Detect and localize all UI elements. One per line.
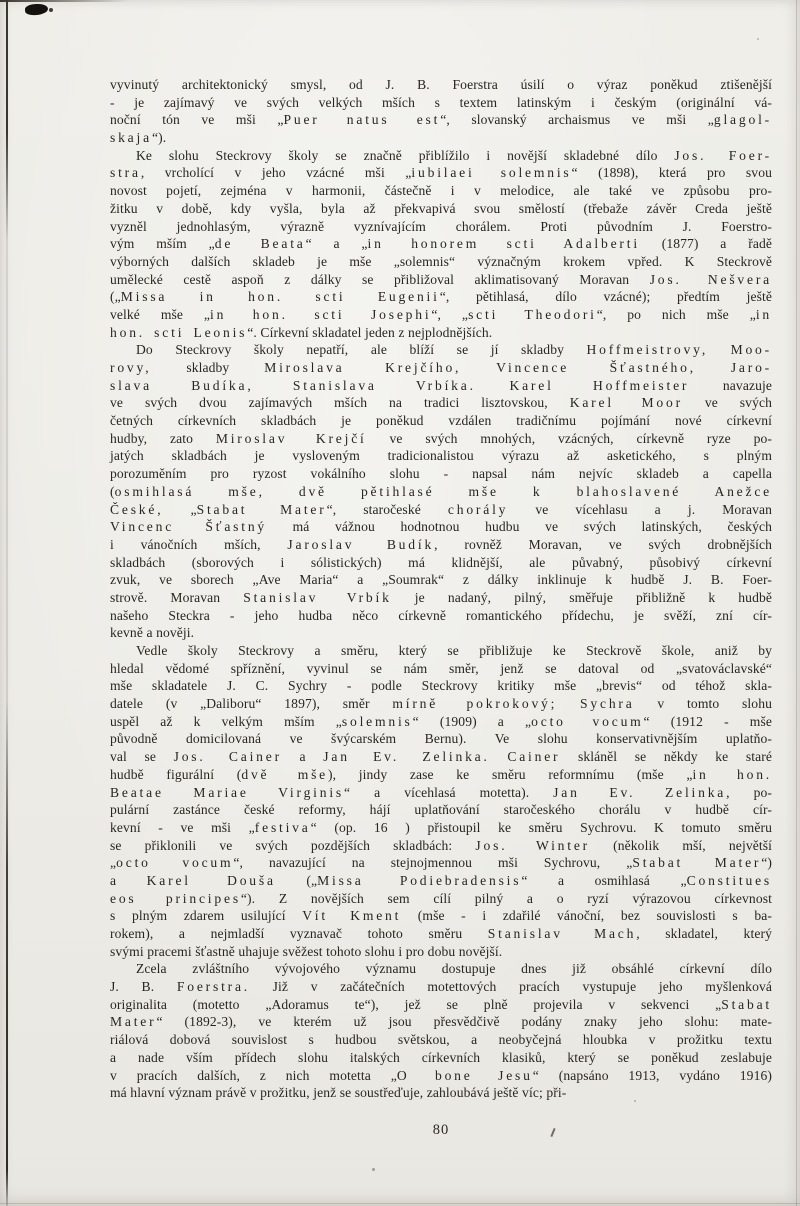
text-segment: “, navazující na stejnojmennou mši Sychrovu, „: [233, 855, 633, 871]
scan-edge-left-line: [6, 0, 8, 1206]
letterspaced-name: Jos. Nešvera: [649, 271, 772, 287]
text-segment: [461, 360, 496, 375]
text-line: [110, 1049, 772, 1067]
text-segment: val se: [110, 749, 174, 765]
text-segment: [476, 378, 510, 393]
text-segment: „: [163, 501, 197, 517]
letterspaced-name: České,: [110, 501, 164, 517]
text-segment: , rovněž Moravan, ve svých drobnějších: [434, 536, 772, 552]
text-line: [110, 890, 772, 908]
letterspaced-name: iubilaei solemnis: [411, 165, 572, 181]
letterspaced-name: octo vocum: [116, 855, 234, 871]
letterspaced-name: glagol-: [713, 112, 772, 128]
text-segment: se přiklonili ve svých pozdějších skladbách:: [110, 837, 476, 853]
text-line: [110, 94, 772, 112]
text-line: [110, 465, 772, 483]
text-segment: „: [110, 855, 117, 871]
text-segment: “ (op. 16 ) přistoupil ke směru Sychrovu. K tomuto směru: [310, 819, 772, 835]
letterspaced-name: festiva: [254, 819, 311, 835]
text-segment: mše skladatele J. C. Sychry - podle Steckrovy kritiky mše „brevis“ od téhož skla-: [110, 678, 772, 694]
text-block: [110, 76, 772, 1102]
text-segment: riálová dobová souvislost s hudbou světskou, a neobyčejná hloubka v prožitku textu: [110, 1032, 772, 1048]
text-segment: “ (1898), která pro svou: [571, 165, 772, 181]
text-line: [110, 377, 772, 395]
text-segment: v pracích dalších, z nich motetta „: [110, 1067, 397, 1083]
text-segment: svými pracemi šťastně uhajuje svěžest tohoto slohu i pro dobu novější.: [110, 943, 503, 959]
text-segment: kevně a nověji.: [110, 625, 195, 641]
text-line: [110, 218, 772, 236]
text-line: [110, 235, 772, 253]
text-segment: hudby, zato: [110, 430, 216, 446]
scan-speck: [372, 1168, 375, 1171]
text-line: [110, 713, 772, 731]
text-segment: i vánočních mších,: [110, 536, 288, 552]
text-segment: zvuk, ve sborech „Ave Maria“ a „Soumrak“ z dálky inklinuje k hudbě J. B. Foer-: [110, 572, 772, 588]
text-segment: J. B.: [110, 979, 177, 995]
text-segment: Do Steckrovy školy nepatří, ale blíží se jí skladby: [136, 342, 587, 358]
text-line: [110, 324, 772, 342]
text-line: [110, 200, 772, 218]
letterspaced-name: Vincenc Šťastný: [110, 519, 268, 535]
scan-edge-right-line: [796, 0, 797, 1206]
text-segment: - je zajímavý ve svých velkých mších s textem latinským i českým (originální vá-: [110, 94, 772, 110]
text-segment: („: [275, 872, 318, 888]
text-segment: jatých skladbách je vysloveným tradicionalistou výrazu až asketického, s plným: [110, 448, 772, 464]
text-line: [110, 589, 772, 607]
letterspaced-name: in hon. scti Josephi: [210, 306, 432, 322]
text-line: [110, 784, 772, 802]
page-number: 80: [432, 1122, 450, 1138]
text-line: [110, 253, 772, 271]
letterspaced-name: stra: [110, 165, 141, 181]
text-segment: [490, 749, 508, 764]
scan-edge-bottom-line: [0, 1203, 800, 1204]
text-line: [110, 960, 772, 978]
text-segment: navazuje: [689, 377, 773, 393]
text-line: [110, 730, 772, 748]
text-segment: strově. Moravan: [110, 589, 244, 605]
text-segment: noční tón ve mši „: [110, 112, 284, 128]
text-line: [110, 536, 772, 554]
text-segment: “): [761, 855, 772, 871]
text-segment: “ a „: [305, 236, 368, 252]
letterspaced-name: O bone Jesu: [396, 1067, 533, 1083]
letterspaced-name: dvě mše: [241, 766, 329, 782]
text-segment: [708, 342, 731, 357]
text-line: [110, 359, 772, 377]
text-line: [110, 129, 772, 147]
text-line: [110, 554, 772, 572]
letterspaced-name: in hon.: [692, 766, 772, 782]
letterspaced-name: Beatae Mariae Virginis: [110, 784, 345, 800]
text-segment: a: [281, 749, 324, 765]
text-segment: ve svých dvou zajímavých mších na tradici lisztovskou,: [110, 395, 570, 411]
text-segment: umělecké cestě aspoň z dálky se přibližoval aklimatisovaný Moravan: [110, 271, 650, 287]
text-segment: “ (1892-3), ve kterém už jsou přesvědčivě podány znaky jeho slohu: mate-: [156, 1014, 772, 1030]
text-segment: “ a vícehlasá motetta).: [344, 784, 554, 800]
letterspaced-name: Foerstra.: [176, 979, 251, 995]
text-line: [110, 518, 772, 536]
text-segment: (: [110, 483, 115, 499]
text-segment: “, staročeské: [326, 501, 448, 517]
text-line: [110, 182, 772, 200]
text-segment: (několik mší, největší: [589, 837, 772, 853]
text-segment: ve vícehlasu a j. Moravan: [508, 501, 773, 517]
text-line: [110, 695, 772, 713]
letterspaced-name: Miroslava Krejčího,: [264, 360, 462, 375]
text-segment: Již v začátečních motettových pracích vystupuje jeho myšlenková: [250, 979, 772, 995]
text-line: [110, 447, 772, 465]
letterspaced-name: Stanislav Mach: [487, 926, 637, 941]
text-line: [110, 164, 772, 182]
text-segment: původně domicilovaná ve švýcarském Bernu). Ve slohu konservativnějším uplatňo-: [110, 731, 772, 747]
letterspaced-name: Karel Douša: [146, 872, 276, 888]
text-line: [110, 642, 772, 660]
letterspaced-name: Mater: [110, 1014, 157, 1030]
text-line: [110, 430, 772, 448]
text-line: [110, 341, 772, 359]
text-segment: četných církevních skladbách je poněkud vzdálen tradičnímu pojímání nové církevní: [110, 413, 772, 429]
text-line: [110, 501, 772, 519]
text-segment: “). Z novějších sem cílí pilný a o ryzí výrazovou církevnost: [240, 890, 772, 906]
text-segment: “ a osmihlasá „: [521, 872, 687, 888]
text-segment: “. Církevní skladatel jeden z nejplodnějších.: [247, 324, 493, 340]
letterspaced-name: Karel Moor: [569, 395, 683, 411]
letterspaced-name: Jan Ev. Zelinka: [553, 784, 727, 800]
text-segment: má hlavní význam právě v prožitku, jenž se soustřeďuje, zahloubává ještě víc; při-: [110, 1085, 567, 1101]
text-line: [110, 766, 772, 784]
text-line: [110, 1031, 772, 1049]
text-segment: “, pětihlasá, dílo vzácné); předtím ještě: [439, 289, 772, 305]
text-segment: a nade vším přídech slohu italských církevních klasiků, který se poněkud zeslabuje: [110, 1049, 772, 1065]
text-segment: [557, 696, 580, 711]
text-line: [110, 147, 772, 165]
letterspaced-name: in honorem scti Adalberti: [367, 236, 640, 252]
text-line: [110, 748, 772, 766]
text-segment: s plným zdarem usilující: [110, 908, 303, 924]
letterspaced-name: mírně pokrokový;: [392, 696, 558, 712]
letterspaced-name: octo vocum: [531, 713, 644, 729]
text-segment: skladby: [151, 360, 265, 375]
text-segment: “, „: [431, 306, 469, 322]
letterspaced-name: Miroslav Krejčí: [215, 430, 367, 446]
text-segment: („: [110, 289, 121, 305]
text-segment: (1877) a řadě: [639, 236, 772, 252]
text-line: [110, 996, 772, 1014]
letterspaced-name: rovy,: [110, 360, 152, 375]
text-segment: kevní - ve mši „: [110, 819, 255, 835]
text-segment: velké mše „: [110, 306, 211, 322]
text-segment: “).: [151, 130, 167, 146]
text-line: [110, 306, 772, 324]
letterspaced-name: Missa in hon. scti Eugenii: [120, 289, 440, 305]
text-segment: “ (1912 - mše: [643, 713, 772, 729]
letterspaced-name: scti Theodori: [468, 306, 597, 322]
text-segment: rokem), a nejmladší vyznavač tohoto směru: [110, 926, 488, 941]
text-segment: Vedle školy Steckrovy a směru, který se přibližuje ke Steckrově škole, aniž by: [136, 643, 772, 658]
text-line: [110, 111, 772, 129]
letterspaced-name: slava Budíka, Stanislava Vrbíka.: [110, 377, 476, 393]
text-line: [110, 677, 772, 695]
text-line: [110, 943, 772, 961]
text-line: [110, 837, 772, 855]
letterspaced-name: Vít Kment: [302, 908, 402, 924]
text-segment: porozuměním pro ryzost vokálního slohu - napsal nám nejvíc skladeb a capella: [110, 466, 772, 482]
letterspaced-name: in: [755, 306, 773, 322]
text-line: [110, 854, 772, 872]
text-segment: je nadaný, pilný, směřuje přibližně k hudbě: [391, 589, 772, 605]
text-segment: našeho Steckra - jeho hudba něco církevně romantického přídechu, je svěží, zní cír-: [110, 607, 772, 623]
letterspaced-name: Jos. Cainer: [173, 749, 282, 765]
scan-speck: [757, 38, 759, 40]
text-segment: datele (v „Daliboru“ 1897), směr: [110, 696, 393, 712]
text-line: [110, 483, 772, 501]
text-segment: vyzněl jednohlasým, výrazně vyznívajícím chorálem. Proti původním J. Foerstro-: [110, 218, 772, 234]
letterspaced-name: Stabat Mater: [196, 501, 327, 517]
text-segment: hudbě figurální (: [110, 766, 242, 782]
text-segment: “, po nich mše „: [596, 306, 756, 322]
text-segment: má vážnou hodnotnou hudbu ve svých latinských, českých: [267, 519, 772, 535]
text-segment: novost pojetí, zejména v harmonii, částečně i v melodice, ale také ve způsobu pro-: [110, 183, 772, 199]
text-line: [110, 978, 772, 996]
text-segment: Ke slohu Steckrovy školy se značně přiblížilo i novější skladebné dílo: [136, 147, 675, 163]
text-line: [110, 412, 772, 430]
text-line: [110, 1084, 772, 1102]
text-segment: hledal vědomé spříznění, vyvinul se nám směr, jenž se datoval od „svatováclavské“: [110, 660, 772, 676]
letterspaced-name: Hoffmeistrovy,: [586, 342, 709, 358]
text-line: [110, 571, 772, 589]
letterspaced-name: Constitues: [686, 872, 773, 888]
text-segment: uspěl až k velkým mším „: [110, 713, 342, 729]
letterspaced-name: solemnis: [341, 713, 413, 729]
text-line: [110, 925, 772, 943]
text-segment: “ (napsáno 1913, vydáno 1916): [532, 1067, 773, 1083]
text-segment: , skladatel, který: [636, 926, 772, 941]
letterspaced-name: Missa Podiebradensis: [317, 872, 522, 888]
text-line: [110, 872, 772, 890]
text-segment: “, slovanský archaismus ve mši „: [440, 112, 714, 128]
text-line: [110, 819, 772, 837]
letterspaced-name: hon. scti Leonis: [110, 324, 248, 340]
letterspaced-name: skaja: [110, 130, 152, 146]
letterspaced-name: Moo-: [730, 342, 772, 358]
letterspaced-name: Puer natus est: [283, 112, 441, 128]
ink-speck-artifact: [49, 8, 53, 12]
text-segment: ), jindy zase ke směru reformnímu (mše „: [328, 766, 693, 782]
letterspaced-name: Jan Ev. Zelinka.: [323, 749, 490, 765]
text-segment: ve svých: [682, 395, 773, 411]
letterspaced-name: Sychra: [580, 696, 635, 712]
text-line: [110, 660, 772, 678]
text-line: [110, 394, 772, 412]
letterspaced-name: Jaroslav Budík: [287, 536, 435, 552]
letterspaced-name: de Beata: [214, 236, 306, 252]
text-segment: “ (1909) a „: [412, 713, 532, 729]
text-line: [110, 624, 772, 642]
text-segment: [696, 360, 731, 375]
letterspaced-name: Vincence Šťastného,: [496, 360, 696, 375]
text-segment: vým mším „: [110, 236, 215, 252]
text-line: [110, 907, 772, 925]
letterspaced-name: Stanislav Vrbík: [243, 589, 392, 605]
letterspaced-name: Cainer: [507, 749, 561, 765]
text-line: [110, 271, 772, 289]
text-segment: a: [110, 872, 147, 888]
letterspaced-name: osmihlasá mše, dvě pětihlasé mše k blahoslavené Anežce: [114, 483, 772, 499]
text-segment: Zcela zvláštního vývojového významu dostupuje dnes již obsáhlé církevní dílo: [136, 961, 772, 977]
text-segment: (mše - i zdařilé vánoční, bez souvislosti s ba-: [401, 908, 772, 924]
letterspaced-name: chorály: [447, 501, 509, 517]
text-segment: v tomto slohu: [634, 696, 772, 712]
letterspaced-name: Stabat Mater: [632, 855, 762, 871]
text-segment: ve svých mnohých, vzácných, církevně ryze po-: [366, 430, 772, 446]
letterspaced-name: eos principes: [110, 890, 241, 906]
letterspaced-name: Stabat: [721, 996, 772, 1012]
text-segment: vyvinutý architektonický smysl, od J. B. Foerstra úsilí o výraz poněkud ztišenější: [110, 77, 772, 92]
text-line: [110, 1067, 772, 1085]
text-segment: pulární zastánce české reformy, hájí uplatňování staročeského chorálu v hudbě cír-: [110, 802, 772, 818]
ink-blob-artifact: [25, 3, 49, 16]
text-segment: skladbách (sborových i sólistických) má klidnější, ale půvabný, působivý církevní: [110, 554, 772, 570]
text-line: [110, 76, 772, 94]
letterspaced-name: Karel Hoffmeister: [509, 377, 690, 393]
text-segment: skláněl se někdy ke staré: [560, 749, 772, 765]
letterspaced-name: Jos. Foer-: [674, 147, 772, 163]
text-segment: , vrcholící v jeho vzácné mši „: [140, 165, 412, 181]
scan-edge-top-line: [0, 0, 130, 2]
text-segment: žitku v době, kdy vyšla, byla až překvapivá svou smělostí (třebaže závěr Creda ještě: [110, 200, 772, 216]
text-line: [110, 288, 772, 306]
letterspaced-name: Jaro-: [730, 360, 772, 375]
text-segment: výborných dalších skladeb je mše „solemnis“ význačným krokem vpřed. K Steckrově: [110, 253, 772, 269]
text-segment: , po-: [726, 784, 773, 800]
text-segment: originalita (motetto „Adoramus te“), jež se plně projevila v sekvenci „: [110, 996, 722, 1012]
text-line: [110, 1013, 772, 1031]
letterspaced-name: Jos. Winter: [475, 837, 590, 853]
text-line: [110, 801, 772, 819]
text-line: [110, 607, 772, 625]
